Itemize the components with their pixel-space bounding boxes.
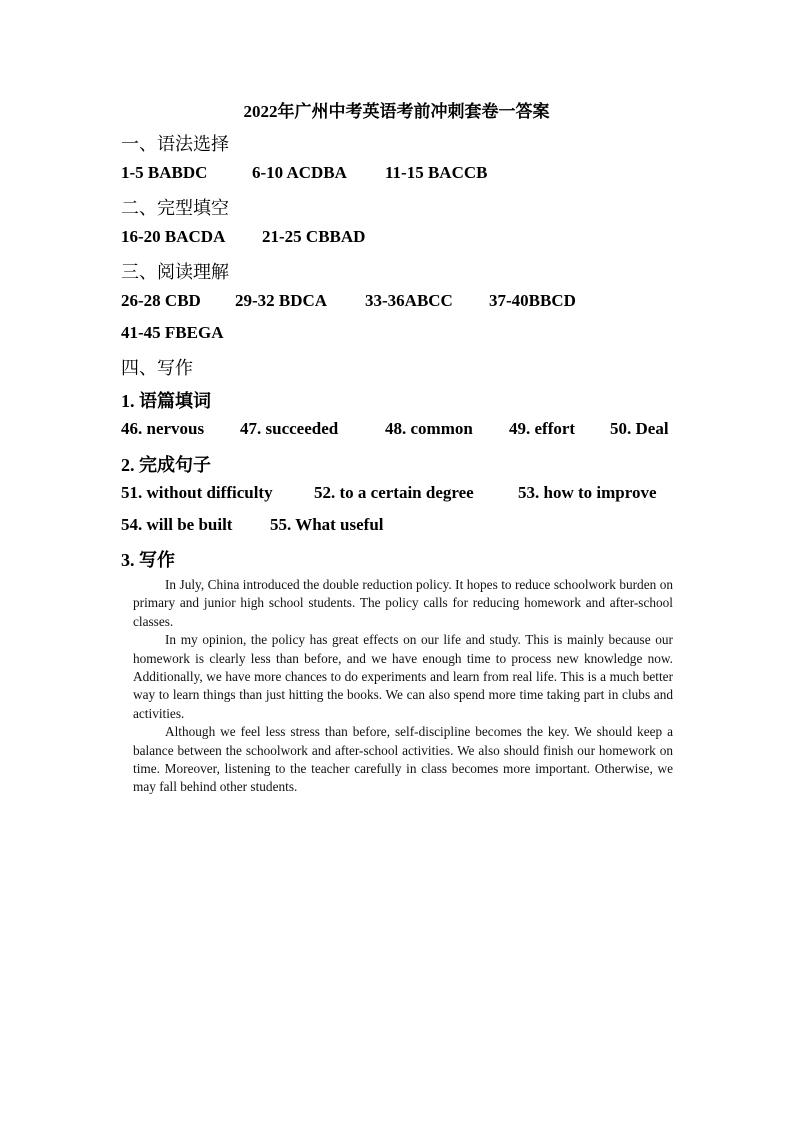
answer-group: 16-20 BACDA xyxy=(121,227,226,246)
essay-paragraph: Although we feel less stress than before, self-discipline becomes the key. We should keep a balance between the schoolwork and after-school activities. We also should finish our homework on time. Moreover, listening to the teacher carefully in class becomes more important. Otherwise, we may fall behind other students. xyxy=(133,724,673,795)
answer-group: 6-10 ACDBA xyxy=(252,163,347,182)
answer-group: 29-32 BDCA xyxy=(235,291,328,310)
essay-paragraph: In my opinion, the policy has great effects on our life and study. This is mainly because our homework is clearly less than before, and we have enough time to process new knowledge now. Additionally, we have more chances to do experiments and learn from real life. This is a much better way to learn things than just hitting the books. We can also spend more time taking part in clubs and activities. xyxy=(133,632,673,721)
writing-part2-answers-row2 xyxy=(121,515,384,535)
answer-group: 41-45 FBEGA xyxy=(121,323,224,342)
reading-answers-row1 xyxy=(121,291,576,311)
cloze-answers xyxy=(121,227,365,247)
answer-item: 50. Deal xyxy=(610,419,669,438)
answer-item: 49. effort xyxy=(509,419,576,438)
section-heading-reading: 三、阅读理解 xyxy=(121,262,229,282)
answer-item: 55. What useful xyxy=(270,515,384,534)
answer-item: 46. nervous xyxy=(121,419,205,438)
answer-item: 53. how to improve xyxy=(518,483,657,502)
section-heading-grammar: 一、语法选择 xyxy=(121,134,229,154)
section-heading-cloze: 二、完型填空 xyxy=(121,198,229,218)
answer-item: 51. without difficulty xyxy=(121,483,273,502)
essay-paragraph: In July, China introduced the double reduction policy. It hopes to reduce schoolwork burden on primary and junior high school students. The policy calls for reducing homework and after-school classes. xyxy=(133,577,673,629)
answer-group: 1-5 BABDC xyxy=(121,163,208,182)
answer-group: 37-40BBCD xyxy=(489,291,576,310)
answer-item: 52. to a certain degree xyxy=(314,483,474,502)
writing-part1-answers xyxy=(121,419,669,439)
answer-group: 11-15 BACCB xyxy=(385,163,488,182)
reading-answers-row2 xyxy=(121,323,223,343)
section-heading-writing: 四、写作 xyxy=(121,358,193,378)
answer-item: 54. will be built xyxy=(121,515,233,534)
answer-group: 26-28 CBD xyxy=(121,291,201,310)
writing-part2-answers-row1 xyxy=(121,483,657,503)
model-essay xyxy=(133,576,673,797)
answer-group: 21-25 CBBAD xyxy=(262,227,366,246)
writing-part1-heading: 1. 语篇填词 xyxy=(121,391,211,411)
answer-item: 48. common xyxy=(385,419,473,438)
writing-part3-heading: 3. 写作 xyxy=(121,550,175,570)
writing-part2-heading: 2. 完成句子 xyxy=(121,455,211,475)
answer-group: 33-36ABCC xyxy=(365,291,453,310)
grammar-answers xyxy=(121,163,487,183)
answer-item: 47. succeeded xyxy=(240,419,339,438)
page-title: 2022年广州中考英语考前冲刺套卷一答案 xyxy=(243,102,550,121)
